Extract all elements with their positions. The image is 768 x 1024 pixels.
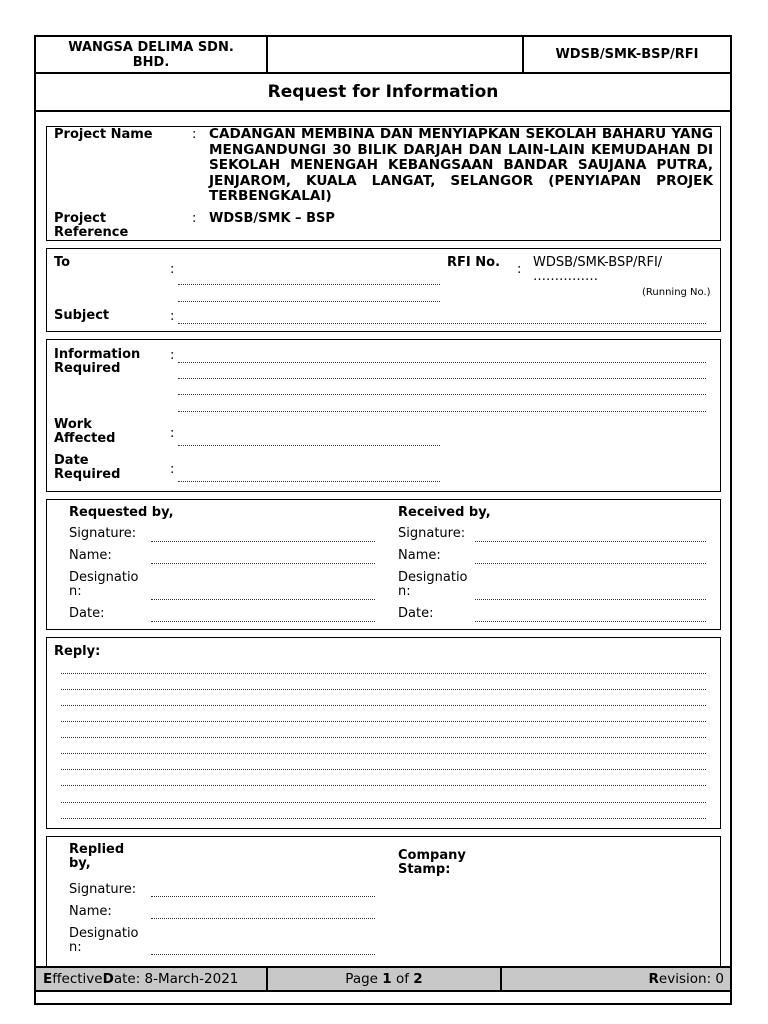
information-line-4[interactable]	[178, 411, 706, 412]
requested-designation-label: Designation:	[69, 570, 139, 599]
reply-line-4[interactable]	[61, 721, 706, 722]
footer-page-num: 1	[382, 971, 392, 987]
work-affected-colon: :	[170, 426, 175, 441]
replied-signature-line[interactable]	[151, 896, 375, 897]
company-stamp-label: Company Stamp:	[398, 848, 466, 877]
subject-colon: :	[170, 309, 175, 324]
footer-revision	[500, 966, 732, 992]
footer-effective-d: D	[102, 971, 114, 987]
requested-by-title: Requested by,	[69, 505, 174, 520]
reply-label: Reply:	[54, 644, 101, 659]
replied-signature-label: Signature:	[69, 882, 137, 897]
project-reference-colon: :	[192, 211, 197, 226]
received-date-line[interactable]	[475, 621, 706, 622]
reply-line-7[interactable]	[61, 769, 706, 770]
replied-box	[46, 836, 721, 976]
received-signature-label: Signature:	[398, 526, 466, 541]
footer-page-pre: Page	[345, 971, 383, 987]
received-date-label: Date:	[398, 606, 434, 621]
project-reference-value: WDSB/SMK – BSP	[209, 211, 335, 226]
requested-name-label: Name:	[69, 548, 112, 563]
requested-date-label: Date:	[69, 606, 105, 621]
footer-effective-e: E	[43, 971, 53, 987]
to-line-2[interactable]	[178, 301, 440, 302]
received-signature-line[interactable]	[475, 541, 706, 542]
received-name-label: Name:	[398, 548, 441, 563]
project-name-colon: :	[192, 127, 197, 142]
company-name-text: WANGSA DELIMA SDN. BHD.	[68, 39, 234, 70]
header-middle-cell	[266, 35, 524, 74]
reply-box	[46, 637, 721, 829]
footer-page-number	[266, 966, 502, 992]
requested-signature-line[interactable]	[151, 541, 375, 542]
to-label: To	[54, 255, 71, 270]
subject-label: Subject	[54, 308, 110, 323]
date-required-label: Date Required	[54, 453, 121, 482]
project-name-label: Project Name	[54, 127, 153, 142]
received-designation-line[interactable]	[475, 599, 706, 600]
work-affected-label: Work Affected	[54, 417, 116, 446]
subject-line[interactable]	[178, 323, 706, 324]
requested-name-line[interactable]	[151, 563, 375, 564]
replied-name-line[interactable]	[151, 918, 375, 919]
running-no-note: (Running No.)	[642, 287, 711, 298]
footer-page-of: of	[391, 971, 414, 987]
reply-line-2[interactable]	[61, 689, 706, 690]
to-colon: :	[170, 262, 175, 277]
date-required-line[interactable]	[178, 481, 440, 482]
requested-signature-label: Signature:	[69, 526, 137, 541]
company-name	[34, 35, 268, 74]
footer-effective-mid: ffective	[52, 971, 103, 987]
project-reference-label: Project Reference	[54, 211, 129, 240]
rfi-no-label: RFI No.	[447, 255, 501, 270]
rfi-no-colon: :	[517, 262, 522, 277]
received-designation-label: Designation:	[398, 570, 468, 599]
information-required-colon: :	[170, 348, 175, 363]
reply-line-8[interactable]	[61, 785, 706, 786]
replied-by-title: Replied by,	[69, 842, 125, 871]
footer-effective-date	[34, 966, 268, 992]
received-by-title: Received by,	[398, 505, 491, 520]
replied-name-label: Name:	[69, 904, 112, 919]
received-name-line[interactable]	[475, 563, 706, 564]
reply-line-5[interactable]	[61, 737, 706, 738]
page-title-text: Request for Information	[267, 82, 499, 102]
project-name-value: CADANGAN MEMBINA DAN MENYIAPKAN SEKOLAH BAHARU YANG MENGANDUNGI 30 BILIK DARJAH DAN LAIN-LAIN KEMUDAHAN DI SEKOLAH MENENGAH KEBANGSAAN BANDAR SAUJANA PUTRA, JENJAROM, KUALA LANGAT, SELANGOR (PENYIAPAN PROJEK TERBENGKALAI)	[209, 126, 713, 204]
requested-date-line[interactable]	[151, 621, 375, 622]
reply-line-10[interactable]	[61, 818, 706, 819]
replied-designation-label: Designation:	[69, 926, 139, 955]
reply-line-6[interactable]	[61, 753, 706, 754]
document-code	[522, 35, 732, 74]
reply-line-1[interactable]	[61, 673, 706, 674]
information-line-1[interactable]	[178, 362, 706, 363]
footer-page-total: 2	[413, 971, 423, 987]
document-code-text: WDSB/SMK-BSP/RFI	[555, 47, 699, 62]
replied-designation-line[interactable]	[151, 954, 375, 955]
to-line-1[interactable]	[178, 284, 440, 285]
footer-revision-rest: evision: 0	[658, 971, 724, 987]
requested-designation-line[interactable]	[151, 599, 375, 600]
information-line-3[interactable]	[178, 394, 706, 395]
footer-revision-r: R	[648, 971, 659, 987]
rfi-no-value: WDSB/SMK-BSP/RFI/	[533, 255, 663, 270]
work-affected-line[interactable]	[178, 445, 440, 446]
information-required-label: Information Required	[54, 347, 141, 376]
reply-line-9[interactable]	[61, 802, 706, 803]
footer-effective-rest: ate: 8-March-2021	[113, 971, 239, 987]
date-required-colon: :	[170, 462, 175, 477]
page-title	[34, 72, 732, 112]
reply-line-3[interactable]	[61, 705, 706, 706]
rfi-no-running-dots[interactable]: ……………	[533, 269, 598, 284]
information-line-2[interactable]	[178, 378, 706, 379]
